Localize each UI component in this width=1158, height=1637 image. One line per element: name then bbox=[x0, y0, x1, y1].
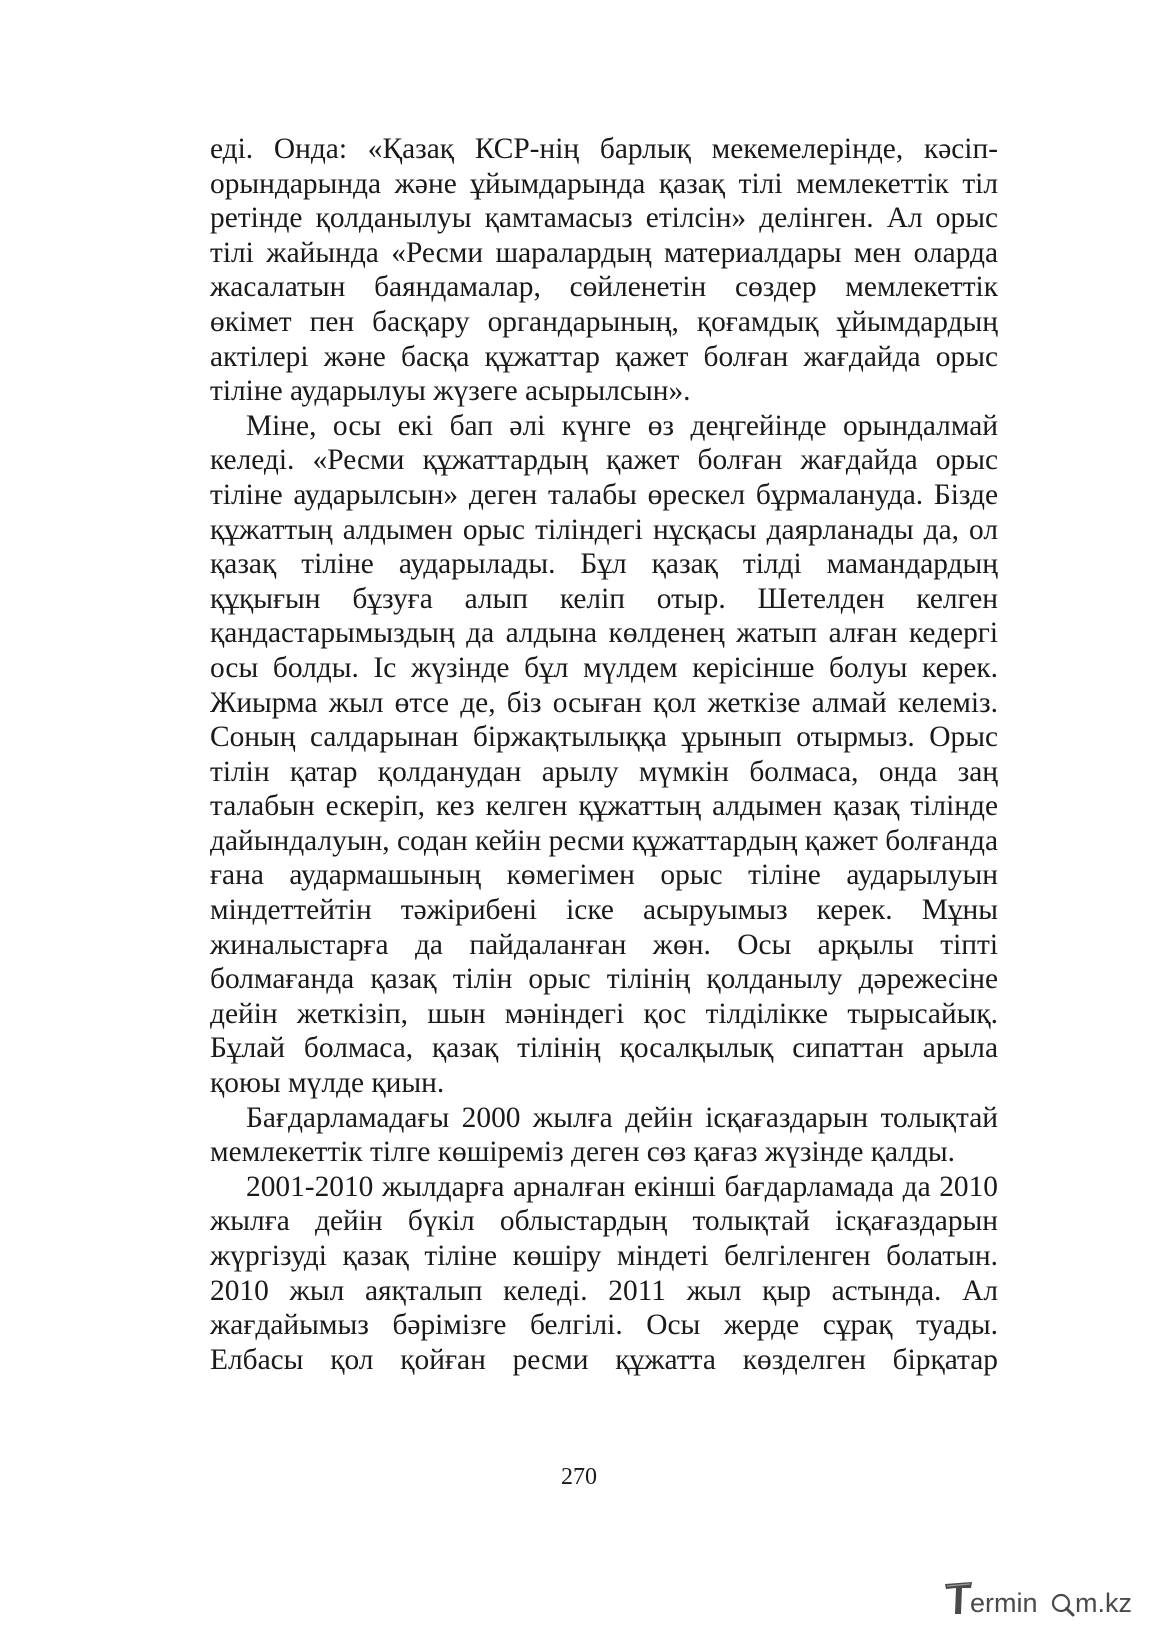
watermark-logo bbox=[942, 1576, 1142, 1620]
paragraph-3: Бағдарламадағы 2000 жылға дейін ісқағаздарын толықтай мемлекеттік тілге көшіреміз деген сөз қағаз жүзінде қалды. bbox=[210, 1101, 998, 1169]
paragraph-4: 2001-2010 жылдарға арналған екінші бағдарламада да 2010 жылға дейін бүкіл облыстардың толықтай ісқағаздарын жүргізуді қазақ тіліне көшіру міндеті белгіленген болатын. 2010 жыл аяқталып келеді. 2011 жыл қыр астында. Ал жағдайымыз бәрімізге белгілі. Осы жерде сұрақ туады. Елбасы қол қойған ресми құжатта көзделген бірқатар bbox=[210, 1170, 998, 1376]
paragraph-2: Міне, осы екі бап әлі күнге өз деңгейінде орындалмай келеді. «Ресми құжаттардың қажет болған жағдайда орыс тіліне аударылсын» деген талабы өрескел бұрмалануда. Бізде құжаттың алдымен орыс тіліндегі нұсқасы даярланады да, ол қазақ тіліне аударылады. Бұл қазақ тілді мамандардың құқығын бұзуға алып келіп отыр. Шетелден келген қандастарымыздың да алдына көлденең жатып алған кедергі осы болды. Іс жүзінде бұл мүлдем керісінше болуы керек. Жиырма жыл өтсе де, біз осыған қол жеткізе алмай келеміз. Соның салдарынан біржақтылыққа ұрынып отырмыз. Орыс тілін қатар қолданудан арылу мүмкін болмаса, онда заң талабын ескеріп, кез келген құжаттың алдымен қазақ тілінде дайындалуын, содан кейін ресми құжаттардың қажет болғанда ғана аудармашының көмегімен орыс тіліне аударылуын міндеттейтін тәжірибені іске асыруымыз керек. Мұны жиналыстарға да пайдаланған жөн. Осы арқылы тіпті болмағанда қазақ тілін орыс тілінің қолданылу дәрежесіне дейін жеткізіп, шын мәніндегі қос тілділікке тырысайық. Бұлай болмаса, қазақ тілінің қосалқылық сипаттан арыла қоюы мүлде қиын. bbox=[210, 409, 998, 1100]
svg-text:ermin: ermin bbox=[970, 1588, 1038, 1618]
paragraph-1: еді. Онда: «Қазақ КСР-нің барлық мекемелерінде, кәсіп-орындарында және ұйымдарында қазақ тілі мемлекеттік тіл ретінде қолданылуы қамтамасыз етілсін» делінген. Ал орыс тілі жайында «Ресми шаралардың материалдары мен оларда жасалатын баяндамалар, сөйленетін сөздер мемлекеттік өкімет пен басқару органдарының, қоғамдық ұйымдардың актілері және басқа құжаттар қажет болған жағдайда орыс тіліне аударылуы жүзеге асырылсын». bbox=[210, 133, 998, 408]
page-body bbox=[210, 132, 998, 1377]
page-number: 270 bbox=[561, 1464, 597, 1490]
svg-text:m.kz: m.kz bbox=[1075, 1588, 1132, 1618]
